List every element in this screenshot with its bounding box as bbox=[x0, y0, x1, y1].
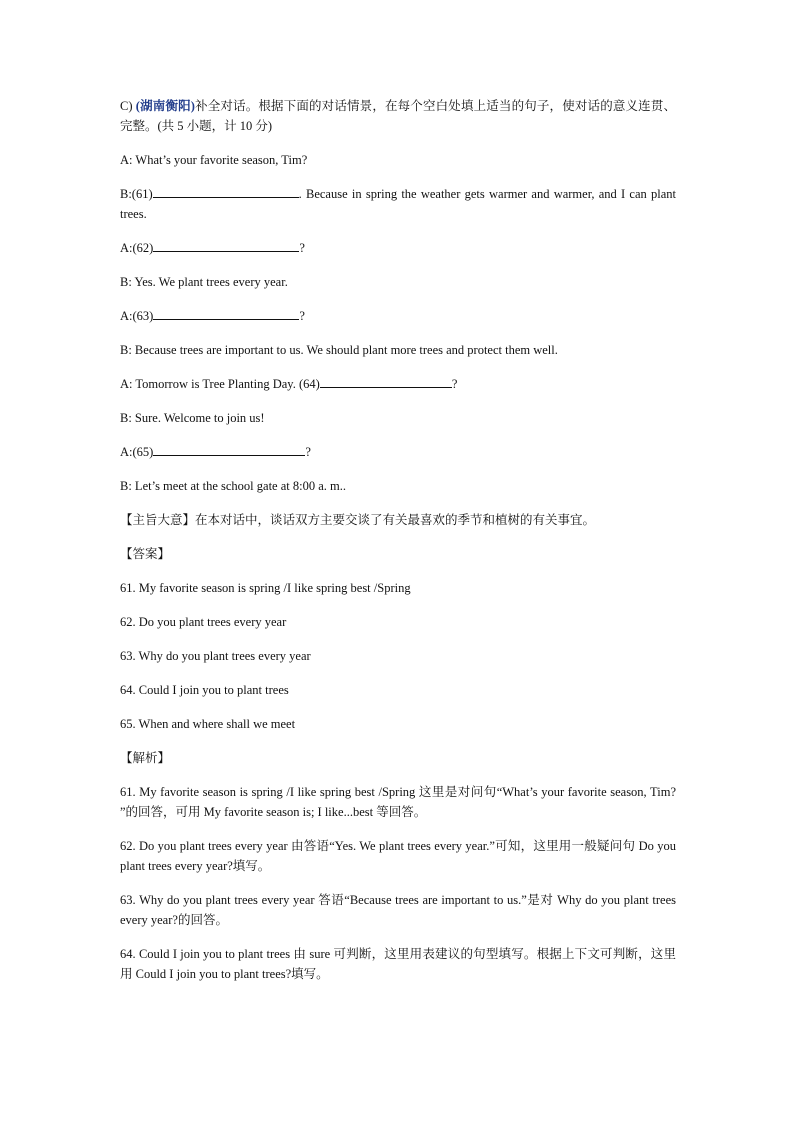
dialogue-line-6: B: Because trees are important to us. We should plant more trees and protect them well. bbox=[120, 343, 558, 357]
source-label: (湖南衡阳) bbox=[135, 99, 195, 113]
dialogue-line-9 bbox=[120, 442, 676, 462]
dialogue-line-3 bbox=[120, 238, 676, 258]
analysis-63: 63. Why do you plant trees every year 答语“Because trees are important to us.”是对 Why do you plant trees every year?的回答。 bbox=[120, 893, 676, 927]
dialogue-line-5 bbox=[120, 306, 676, 326]
dialogue-line-1: A: What’s your favorite season, Tim? bbox=[120, 153, 308, 167]
main-idea-tag: 【主旨大意】 bbox=[120, 512, 196, 527]
question-number-61: B:(61) bbox=[120, 187, 153, 201]
dialogue-line-8: B: Sure. Welcome to join us! bbox=[120, 411, 265, 425]
intro-paragraph bbox=[120, 96, 676, 136]
main-idea-paragraph bbox=[120, 510, 676, 530]
blank-61 bbox=[153, 184, 299, 198]
answer-63: 63. Why do you plant trees every year bbox=[120, 649, 311, 663]
document-page bbox=[120, 96, 676, 998]
dialogue-line-4: B: Yes. We plant trees every year. bbox=[120, 275, 288, 289]
dialogue-line-2-text: . Because in spring the weather gets warmer and warmer, and I can plant trees. bbox=[120, 187, 676, 221]
question-mark: ? bbox=[451, 377, 458, 391]
main-idea-text: 在本对话中，谈话双方主要交谈了有关最喜欢的季节和植树的有关事宜。 bbox=[195, 513, 596, 527]
question-mark: ? bbox=[299, 309, 305, 323]
blank-65 bbox=[153, 442, 305, 456]
answer-61: 61. My favorite season is spring /I like spring best /Spring bbox=[120, 581, 411, 595]
question-number-62: A:(62) bbox=[120, 241, 154, 255]
question-mark: ? bbox=[305, 445, 311, 459]
intro-prefix: C) bbox=[120, 99, 136, 113]
blank-63 bbox=[153, 306, 299, 320]
intro-text: 补全对话。根据下面的对话情景，在每个空白处填上适当的句子，使对话的意义连贯、完整。(共 5 小题，计 10 分) bbox=[120, 99, 676, 133]
blank-64 bbox=[320, 374, 452, 388]
analysis-64: 64. Could I join you to plant trees 由 sure 可判断，这里用表建议的句型填写。根据上下文可判断，这里用 Could I join you to plant trees?填写。 bbox=[120, 947, 676, 981]
question-number-65: A:(65) bbox=[120, 445, 154, 459]
analysis-heading: 【解析】 bbox=[120, 750, 171, 765]
answer-heading: 【答案】 bbox=[120, 546, 171, 561]
dialogue-line-7 bbox=[120, 374, 676, 394]
dialogue-line-10: B: Let’s meet at the school gate at 8:00 a. m.. bbox=[120, 479, 346, 493]
analysis-61: 61. My favorite season is spring /I like spring best /Spring 这里是对问句“What’s your favorite season, Tim? ”的回答，可用 My favorite season is; I like...best 等回答。 bbox=[120, 785, 676, 819]
answer-64: 64. Could I join you to plant trees bbox=[120, 683, 289, 697]
question-number-64: A: Tomorrow is Tree Planting Day. (64) bbox=[120, 377, 320, 391]
question-mark: ? bbox=[299, 241, 305, 255]
dialogue-line-2 bbox=[120, 184, 676, 224]
analysis-62: 62. Do you plant trees every year 由答语“Yes. We plant trees every year.”可知，这里用一般疑问句 Do you plant trees every year?填写。 bbox=[120, 839, 676, 873]
question-number-63: A:(63) bbox=[120, 309, 154, 323]
blank-62 bbox=[153, 238, 299, 252]
answer-65: 65. When and where shall we meet bbox=[120, 717, 296, 731]
answer-62: 62. Do you plant trees every year bbox=[120, 615, 287, 629]
